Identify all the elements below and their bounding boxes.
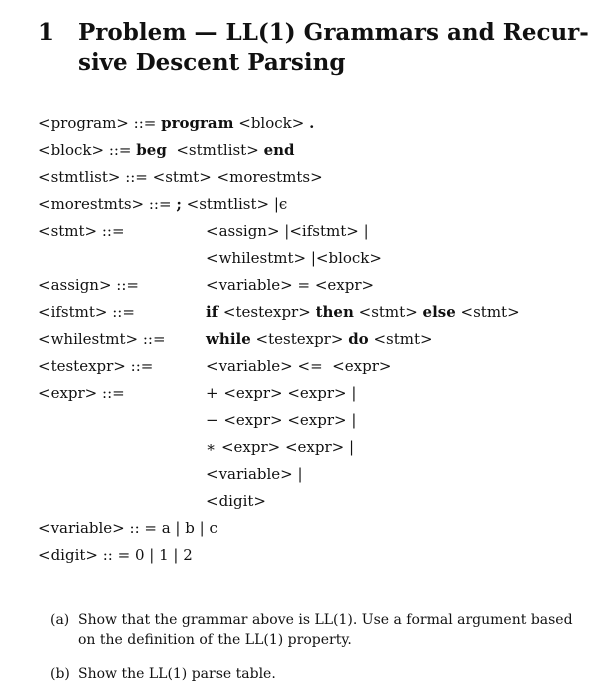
keyword-if: if — [206, 303, 219, 321]
rule-testexpr — [38, 354, 392, 378]
keyword-end: end — [263, 141, 295, 159]
rule-program — [38, 111, 314, 135]
keyword-semicolon: ; — [176, 195, 182, 213]
question-text: Show that the grammar above is LL(1). Use a formal argument based on the definition of the LL(1) property. — [78, 612, 573, 648]
section-title-line-1: Problem — LL(1) Grammars and Recur- — [78, 19, 589, 46]
rule-rhs — [206, 327, 433, 351]
rule-stmtlist — [38, 165, 323, 189]
rule-digit — [38, 543, 193, 567]
rule-lhs: <testexpr> ::= — [38, 357, 154, 375]
rule-expr — [38, 381, 357, 405]
rule-text: <testexpr> — [250, 330, 349, 348]
rule-rhs: <digit> — [206, 492, 266, 510]
rule-lhs: <expr> ::= — [38, 384, 125, 402]
rule-text: <stmtlist> ::= <stmt> <morestmts> — [38, 168, 323, 186]
rule-rhs: + <expr> <expr> | — [206, 384, 357, 402]
rule-assign — [38, 273, 375, 297]
section-number: 1 — [38, 19, 55, 46]
section-title-line-2: sive Descent Parsing — [78, 49, 346, 76]
question-label: (a) — [50, 612, 70, 628]
rule-ifstmt — [38, 300, 520, 324]
rule-lhs: <ifstmt> ::= — [38, 303, 135, 321]
rule-text: <stmt> — [353, 303, 423, 321]
keyword-beg: beg — [136, 141, 167, 159]
rule-rhs: <variable> <= <expr> — [206, 357, 392, 375]
rule-rhs: − <expr> <expr> | — [206, 411, 357, 429]
rule-rhs: ∗ <expr> <expr> | — [206, 438, 355, 456]
question-label: (b) — [50, 666, 70, 682]
rule-stmt — [38, 219, 369, 243]
rule-rhs: <variable> | — [206, 465, 303, 483]
rule-text: <program> ::= — [38, 114, 162, 132]
rule-rhs: <whilestmt> |<block> — [206, 249, 382, 267]
rule-text: <block> — [233, 114, 310, 132]
rule-rhs — [206, 300, 520, 324]
rule-text: <block> ::= — [38, 141, 137, 159]
rule-text: <variable> :: = a | b | c — [38, 519, 218, 537]
rule-block — [38, 138, 295, 162]
rule-text: <stmtlist> |ϵ — [181, 195, 288, 213]
rule-lhs: <whilestmt> ::= — [38, 330, 166, 348]
rule-text: <stmt> — [455, 303, 520, 321]
rule-text: <morestmts> ::= — [38, 195, 177, 213]
keyword-do: do — [348, 330, 369, 348]
rule-text: <testexpr> — [218, 303, 316, 321]
section-title — [78, 18, 598, 78]
rule-text: <digit> :: = 0 | 1 | 2 — [38, 546, 193, 564]
rule-lhs: <assign> ::= — [38, 276, 139, 294]
rule-lhs: <stmt> ::= — [38, 222, 125, 240]
rule-whilestmt — [38, 327, 433, 351]
keyword-while: while — [206, 330, 251, 348]
keyword-then: then — [315, 303, 354, 321]
rule-variable — [38, 516, 218, 540]
keyword-period: . — [309, 114, 315, 132]
question-text: Show the LL(1) parse table. — [78, 666, 276, 682]
rule-text: <stmtlist> — [166, 141, 264, 159]
rule-rhs: <variable> = <expr> — [206, 276, 375, 294]
keyword-else: else — [422, 303, 456, 321]
rule-morestmts — [38, 192, 287, 216]
keyword-program: program — [161, 114, 234, 132]
rule-text: <stmt> — [368, 330, 433, 348]
rule-rhs: <assign> |<ifstmt> | — [206, 222, 369, 240]
